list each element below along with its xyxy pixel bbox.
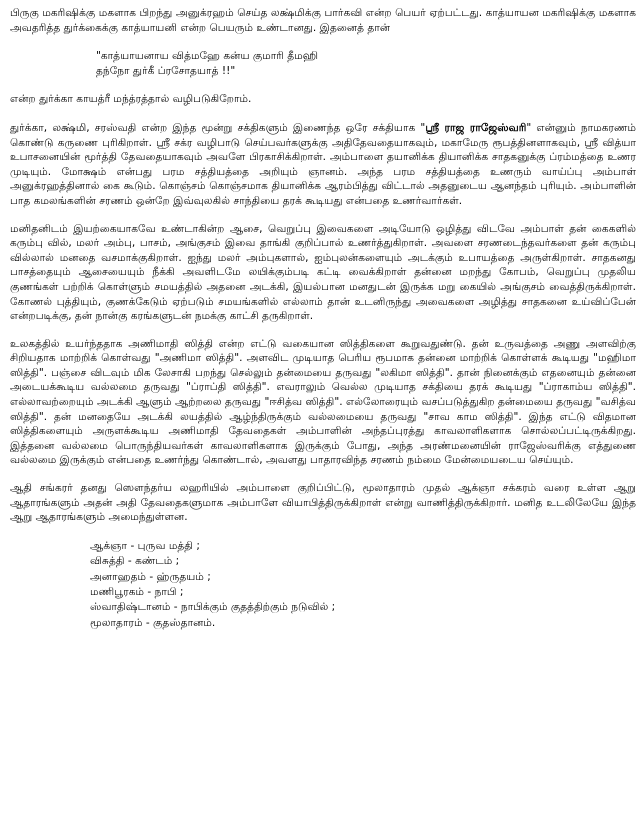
paragraph-weapons: மனிதனிடம் இயற்கையாகவே உண்டாகின்ற ஆசை, வெறுப்பு இவைகளை அடியோடு ஒழித்து விடவே அம்பாள் தன் கைகளில் கரும்பு வில், மலர் அம்பு, பாசம், அங்குசம் இவை தாங்கி குறிப்பால் உணர்த்துகிறாள். அவளை சரணடைந்தவர்களை தன் கரும்பு வில்லால் மனதை வசமாக்குகிறாள். ஐந்து மலர் அம்புகளால், ஐம்புலன்களையும் அடக்கும் உபாயத்தை அருள்கிறாள். சாதகனது பாசத்தையும் ஆசையையும் நீக்கி அவளிடமே லயிக்கும்படி கட்டி வைக்கிறாள் தன்னை மறந்து கோபம், வெறுப்பு முதலிய குணங்கள் பற்றிக் கொள்ளும் சமயத்தில் அதனை அடக்கி, இயல்பான மனதுடன் இருக்க மறு கையில் அங்குசம் வைத்திருக்கிறாள். கோணல் புத்தியும், குணக்கேடும் ஏற்படும் சமயங்களில் எல்லாம் தான் உடனிருந்து அவைகளை அழித்து சாதகனை உய்விப்பேன் என்றபடிக்கு, தன் நான்கு கரங்களுடன் நமக்கு காட்சி தருகிறாள். (10, 222, 636, 323)
document-page (10, 6, 636, 631)
list-item: அனாஹதம் - ஹ்ருதயம் ; (90, 570, 211, 583)
paragraph-chakras-intro: ஆதி சங்கரர் தனது ஸௌந்தர்ய லஹரியில் அம்பாளை குறிப்பிட்டு, மூலாதாரம் முதல் ஆக்ஞா சக்கரம் வரை உள்ள ஆறு ஆதாரங்களும் அதன் அதி தேவதைகளுமாக அம்பாளே வியாபித்திருக்கிறாள் என்று வாணித்திருக்கிறார். மனித உடலிலேயே இந்த ஆறு ஆதாரங்களும் அமைந்துள்ளன. (10, 482, 636, 524)
list-item: விசுத்தி - கண்டம் ; (90, 555, 180, 568)
p3-text-before: துர்க்கா, லக்ஷ்மி, சரஸ்வதி என்ற இந்த மூன்று சக்திகளும் இணைந்த ஒரே சக்தியாக " (10, 121, 426, 134)
list-item: ஆக்ஞா - புருவ மத்தி ; (90, 539, 200, 552)
paragraph-lakshmi-katyayani: பிருகு மகரிஷிக்கு மகளாக பிறந்து அனுக்ரஹம் செய்த லக்ஷ்மிக்கு பார்கவி என்ற பெயர் ஏற்பட்டது. காத்யாயன மகரிஷிக்கு மகளாக அவதரித்த துர்க்கைக்கு காத்யாயனி என்ற பெயரும் உண்டானது. இதனைத் தான் (10, 7, 636, 34)
paragraph-durga-gayatri: என்ற துர்க்கா காயத்ரீ மந்த்ரத்தால் வழிபடுகிறோம். (10, 93, 252, 106)
list-item: மணிபூரகம் - நாபி ; (90, 586, 184, 599)
list-item: ஸ்வாதிஷ்டானம் - நாபிக்கும் குதத்திற்கும் நடுவில் ; (90, 601, 336, 614)
chakra-list (10, 539, 636, 631)
list-item: மூலாதாரம் - குதஸ்தானம். (90, 616, 216, 629)
durga-gayatri-quote: "காத்யாயனாய வித்மஹே கன்ய குமாரி தீமஹி தந்நோ துர்கீ ப்ரசோதயாத் !!" (96, 50, 319, 77)
paragraph-siddhis: உலகத்தில் உயர்ந்ததாக அணிமாதி ஸித்தி என்ற எட்டு வகையான ஸித்திகளை கூறுவதுண்டு. தன் உருவத்தை அணு அளவிற்கு சிறியதாக மாற்றிக் கொள்வது "அணிமா ஸித்தி". அளவிட முடியாத பெரிய ரூபமாக தன்னை மாற்றிக் கொள்ளக் கூடியது "மஹிமா ஸித்தி". பஞ்சை விடவும் மிக லேசாகி பறந்து செல்லும் தன்மையை தருவது "லகிமா ஸித்தி". தான் நினைக்கும் எதனையும் தன்னை அடையக்கூடிய வல்லமை தருவது "ப்ராப்தி ஸித்தி". எவராலும் வெல்ல முடியாத சக்தியை தரக் கூடியது "ப்ராகாம்ய ஸித்தி". எல்லாவற்றையும் அடக்கி ஆளும் ஆற்றலை தருவது "ஈசித்வ ஸித்தி". எல்லோரையும் வசப்படுத்துகிற தன்மையை தருவது "வசித்வ ஸித்தி". தன் மனதையே அடக்கி லயத்தில் ஆழ்ந்திருக்கும் வல்லமையை தருவது "சாவ காம ஸித்தி". இந்த எட்டு விதமான ஸித்திகளையும் அருளக்கூடிய அணிமாதி தேவதைகள் அம்பாளின் அந்தப்புரத்து காவலாளிகளாக சொல்லப்பட்டிருக்கிறது. இத்தனை வல்லமை பொருந்தியவர்கள் காவலாளிகளாக இருக்கும் போது, அந்த அரண்மனையின் ராஜேஸ்வரிக்கு எத்துணை வல்லமை இருக்கும் என்பதை உணர்ந்து கொண்டால், அவளது பாதாரவிந்த சரணம் நம்மை மேன்மையடைய செய்யும். (10, 337, 636, 467)
p3-text-after: " என்னும் நாமகரணம் கொண்டு கருணை புரிகிறாள். ஸ்ரீ சக்ர வழிபாடு செய்பவர்களுக்கு அதிதேவதையாகவும், மகாமேரு ரூபத்தினளாகவும், ஸ்ரீ வித்யா உபாசனையின் மூர்த்தி தேவதையாகவும் அவளே பிரகாசிக்கிறாள். அம்பாளை தயானிக்க தியானிக்க சாதகனுக்கு ப்ரம்மத்தை உணர முடியும். மோக்ஷம் என்பது பரம சத்தியத்தை அறியும் ஞானம். அந்த பரம சத்தியத்தை உணரும் வாய்ப்பு அம்பாள் அனுக்ரஹத்தினால் கை கூடும். கொஞ்சம் கொஞ்சமாக தியானிக்க ஆரம்பித்து விட்டால் அதனுடைய ஆனந்தம் புரியும். அம்பாளின் பாத கமலங்களின் சரணம் ஒன்றே இவ்வுலகில் சாந்தியை தரக் கூடியது என்பதை உணர்வார்கள். (10, 121, 637, 207)
paragraph-raja-rajeswari (10, 121, 636, 209)
raja-rajeswari-name: ஸ்ரீ ராஜ ராஜேஸ்வரி (425, 121, 527, 134)
